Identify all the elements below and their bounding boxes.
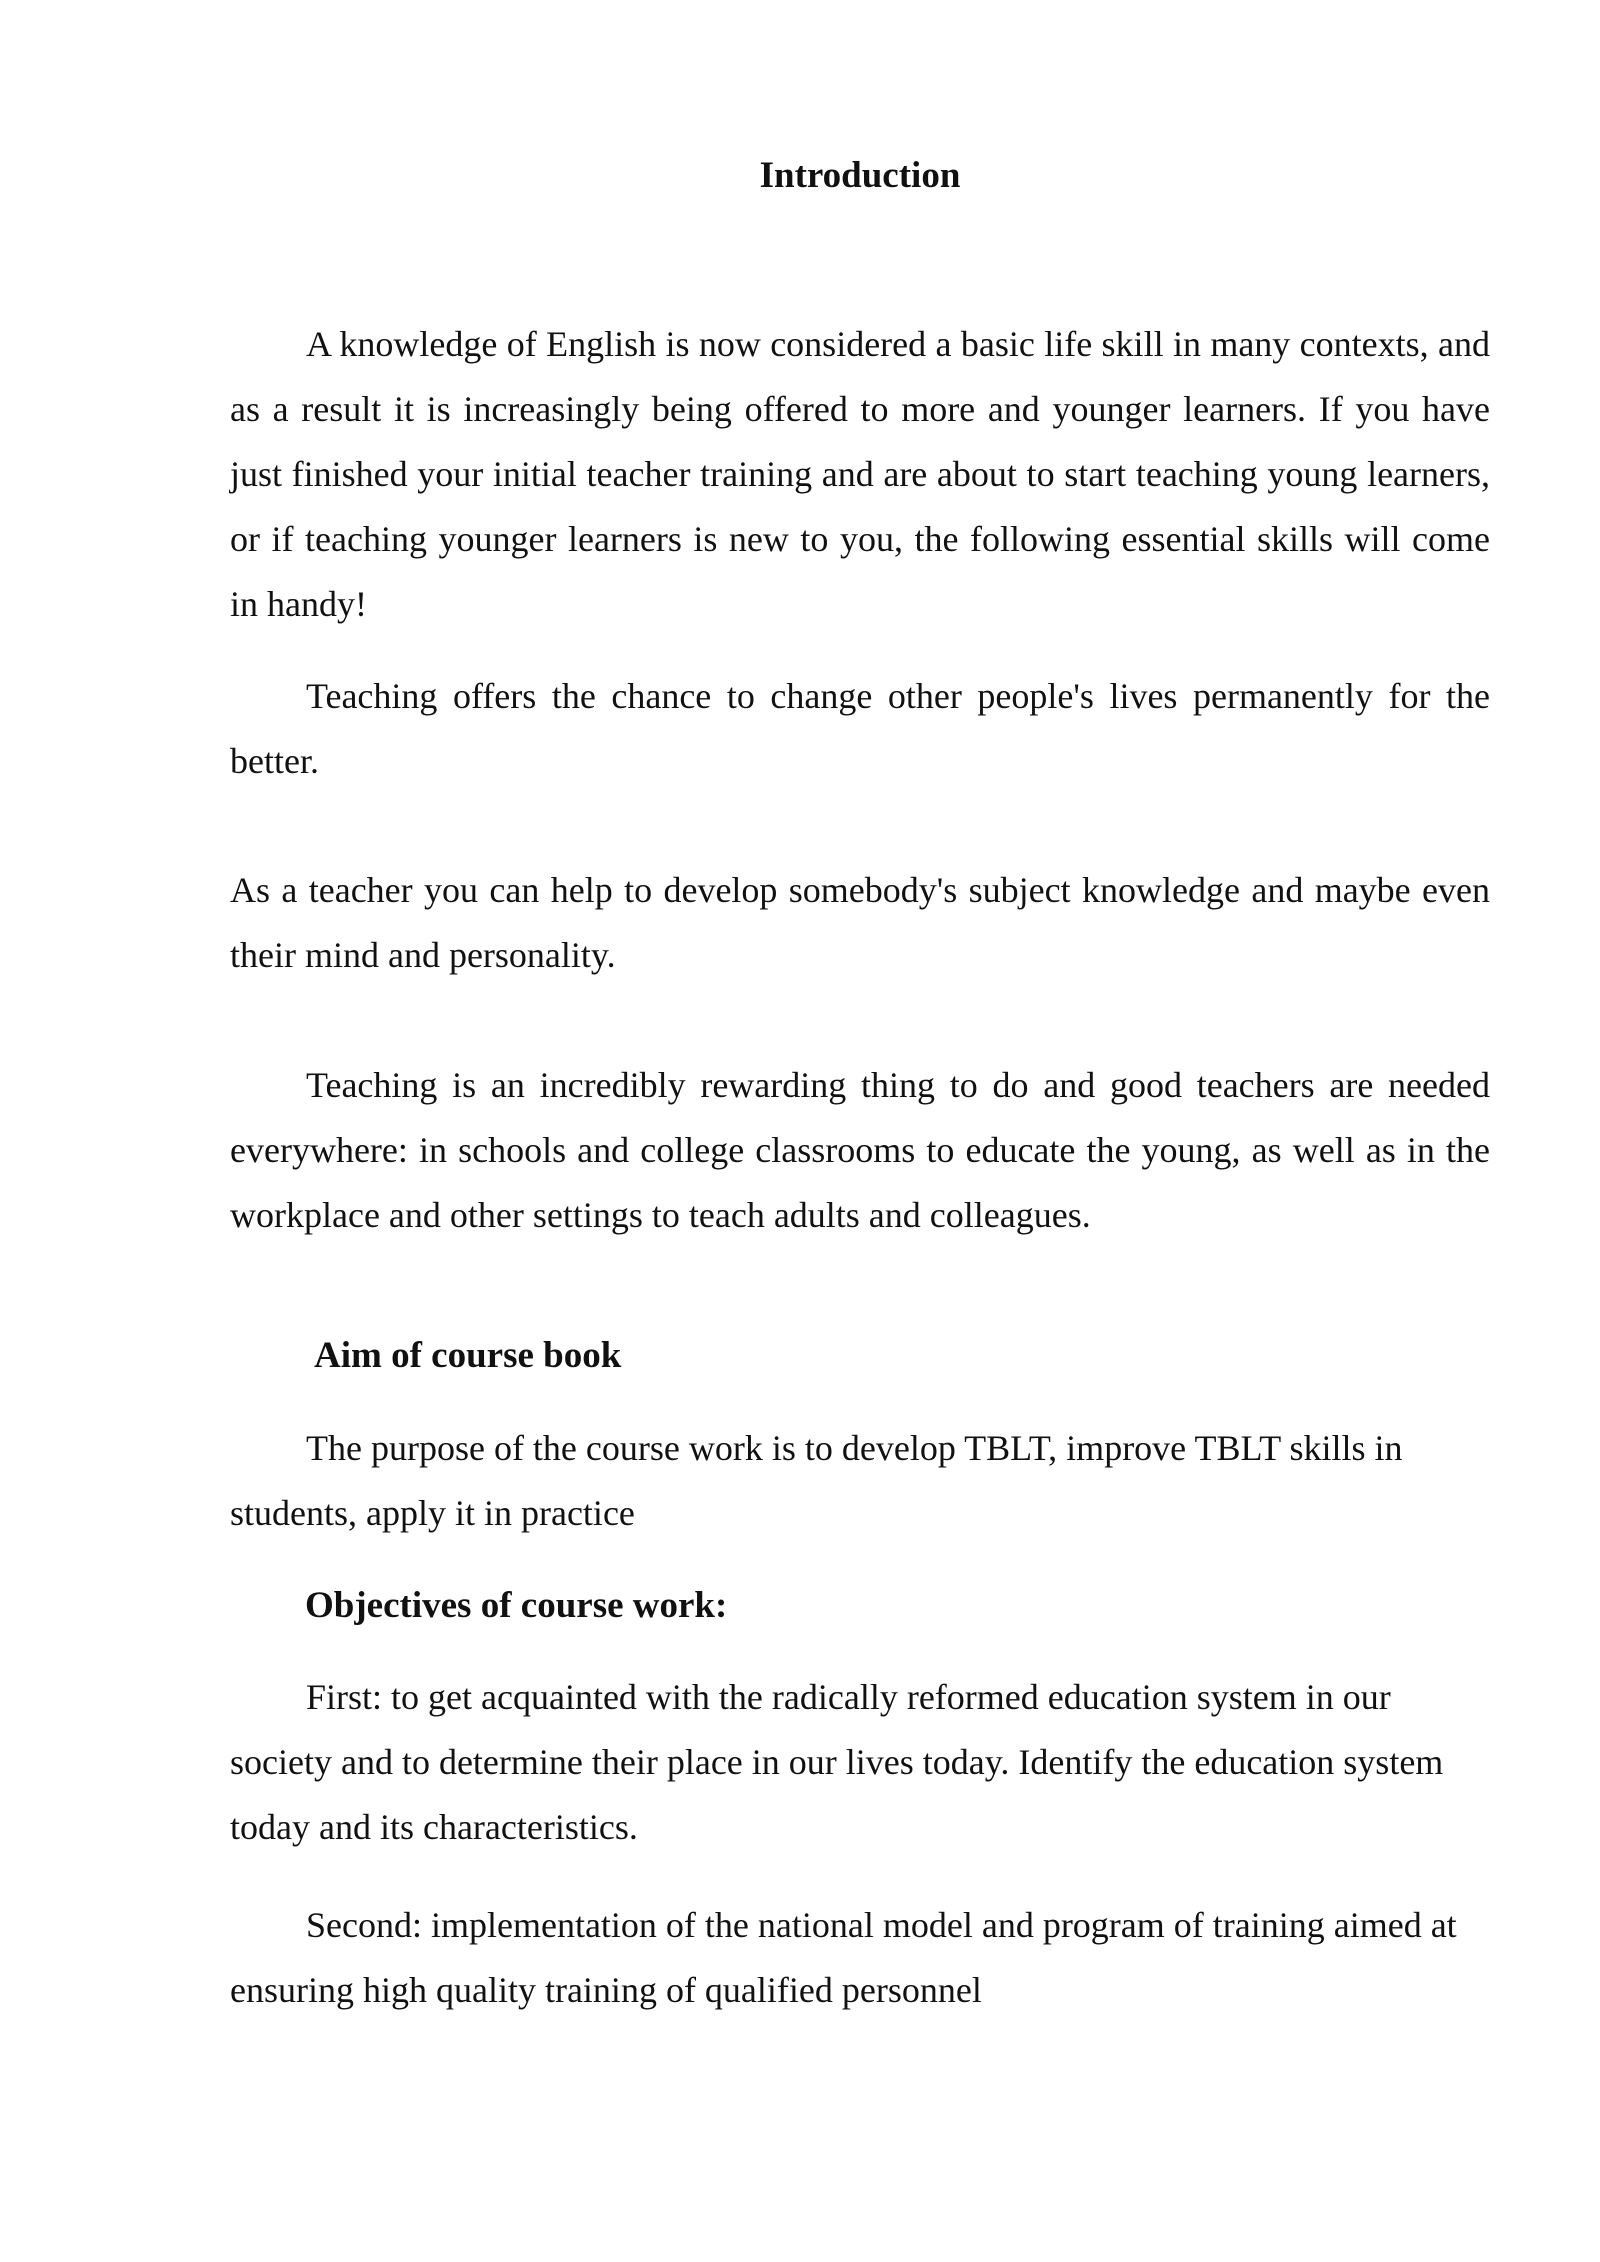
paragraph-teaching-rewarding: Teaching is an incredibly rewarding thing to do and good teachers are needed everywhere: in schools and college classrooms to educate the young, as well as in the workplace and other settings to teach adults and colleagues.	[230, 1065, 1490, 1235]
objective-first: First: to get acquainted with the radically reformed education system in our society and to determine their place in our lives today. Identify the education system today and its characteristics.	[230, 1677, 1444, 1847]
paragraph-teaching-offers: Teaching offers the chance to change other people's lives permanently for the better.	[230, 676, 1490, 781]
aim-heading: Aim of course book	[314, 1335, 622, 1376]
paragraph-as-a-teacher: As a teacher you can help to develop somebody's subject knowledge and maybe even their mind and personality.	[230, 870, 1490, 975]
objective-second: Second: implementation of the national model and program of training aimed at ensuring high quality training of qualified personnel	[230, 1905, 1457, 2010]
aim-paragraph: The purpose of the course work is to develop TBLT, improve TBLT skills in students, apply it in practice	[230, 1428, 1403, 1533]
paragraph-english-knowledge: A knowledge of English is now considered a basic life skill in many contexts, and as a result it is increasingly being offered to more and younger learners. If you have just finished your initial teacher training and are about to start teaching young learners, or if teaching younger learners is new to you, the following essential skills will come in handy!	[230, 324, 1490, 624]
document-title: Introduction	[759, 155, 961, 196]
objectives-heading: Objectives of course work:	[305, 1585, 728, 1626]
